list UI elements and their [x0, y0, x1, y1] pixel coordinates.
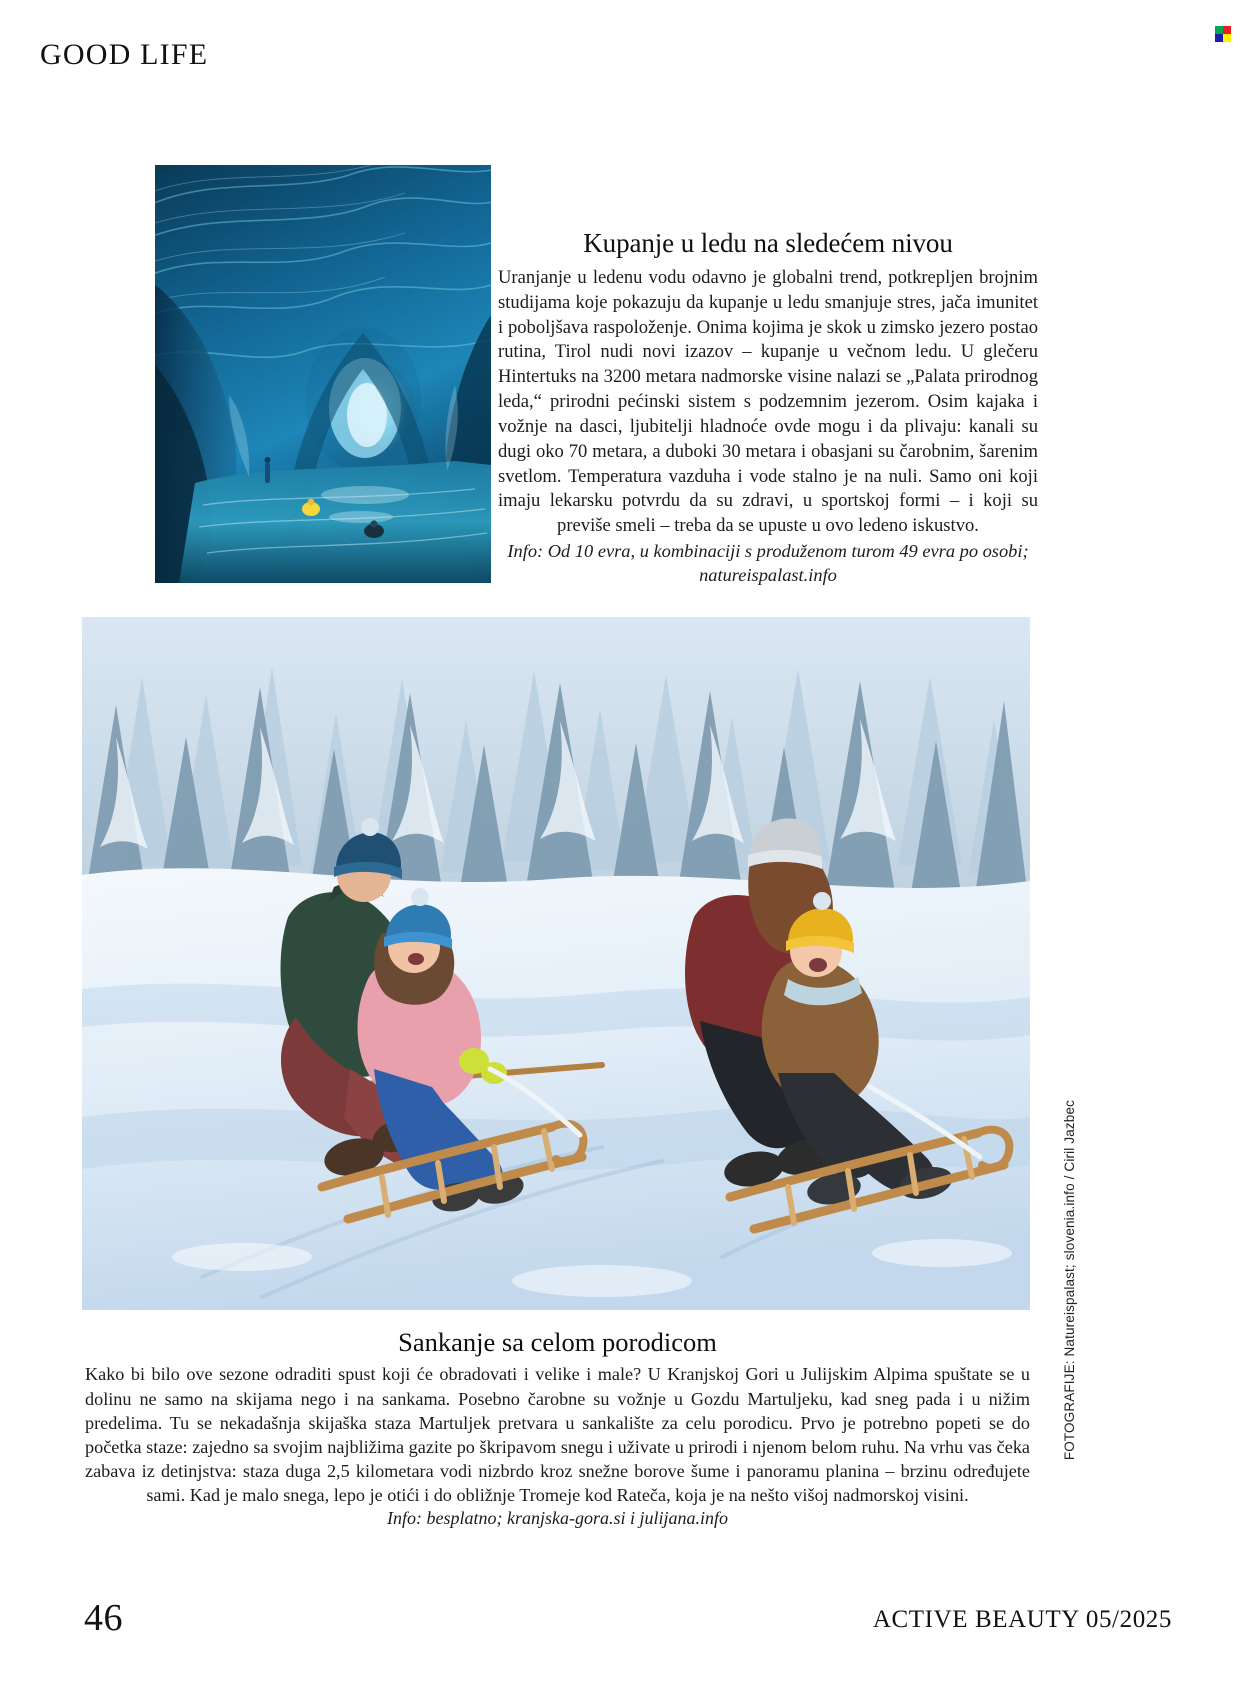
page-number: 46 [84, 1597, 123, 1639]
photo-credit: FOTOGRAFIJE: Natureispalast; slovenia.info / Ciril Jazbec [1062, 1100, 1077, 1461]
cmyk-registration-mark [1215, 26, 1231, 42]
family-sledding-photo [82, 617, 1030, 1310]
article-family-sledding-info: Info: besplatno; kranjska-gora.si i julijana.info [387, 1508, 728, 1529]
standing-figure [265, 457, 271, 483]
reg-swatch-green [1215, 26, 1223, 34]
page-section-kicker: GOOD LIFE [40, 38, 209, 71]
reg-swatch-blue [1215, 34, 1223, 42]
article-family-sledding [85, 1327, 1030, 1531]
reg-swatch-yellow [1223, 34, 1231, 42]
article-ice-bathing-info: Info: Od 10 evra, u kombinaciji s produženom turom 49 evra po osobi; natureispalast.info [507, 540, 1029, 586]
reg-swatch-red [1223, 26, 1231, 34]
article-ice-bathing-body: Uranjanje u ledenu vodu odavno je globalni trend, potkrepljen brojnim studijama koje pokazuju da kupanje u ledu smanjuje stres, jača imunitet i poboljšava raspoloženje. Onima kojima je skok u zimsko jezero postao rutina, Tirol nudi novi izazov – kupanje u večnom ledu. U glečeru Hintertuks na 3200 metara nadmorske visine nalazi se „Palata prirodnog leda,“ prirodni pećinski sistem s podzemnim jezerom. Osim kajaka i vožnje na dasci, ljubitelji hladnoće ovde mogu i da plivaju: kanali su dugi oko 70 metara, a duboki 30 metara i obasjani su čarobnim, šarenim svetlom. Temperatura vazduha i vode stalno je na nuli. Samo oni koji imaju lekarsku potvrdu da su zdravi, u sportskoj formi – i koji su previše smeli – treba da se upuste u ovo ledeno iskustvo. [498, 267, 1038, 537]
article-family-sledding-body: Kako bi bilo ove sezone odraditi spust koji će obradovati i velike i male? U Kranjskoj Gori u Julijskim Alpima spuštate se u dolinu ne samo na skijama nego i na sankama. Posebno čarobne su vožnje u Gozdu Martuljeku, kad sneg pada i u nižim predelima. Tu se nekadašnja skijaška staza Martuljek pretvara u sankalište za celu porodicu. Prvo je potrebno popeti se do početka staze: zajedno sa svojim najbližima gazite po škripavom snegu i uživate u prirodi i njenom belom ruhu. Na vrhu vas čeka zabava iz detinjstva: staza duga 2,5 kilometara vodi nizbrdo kroz snežne borove šume i panoramu planina – brzinu određujete sami. Kad je malo snega, lepo je otići i do obližnje Tromeje kod Rateča, koja je na nešto višoj nadmorskoj visini. [85, 1364, 1030, 1506]
article-family-sledding-title: Sankanje sa celom porodicom [398, 1327, 717, 1357]
article-ice-bathing-title: Kupanje u ledu na sledećem nivou [583, 228, 953, 258]
magazine-masthead: ACTIVE BEAUTY 05/2025 [872, 1606, 1172, 1633]
article-ice-bathing [498, 228, 1038, 588]
ice-cave-photo [155, 165, 491, 583]
